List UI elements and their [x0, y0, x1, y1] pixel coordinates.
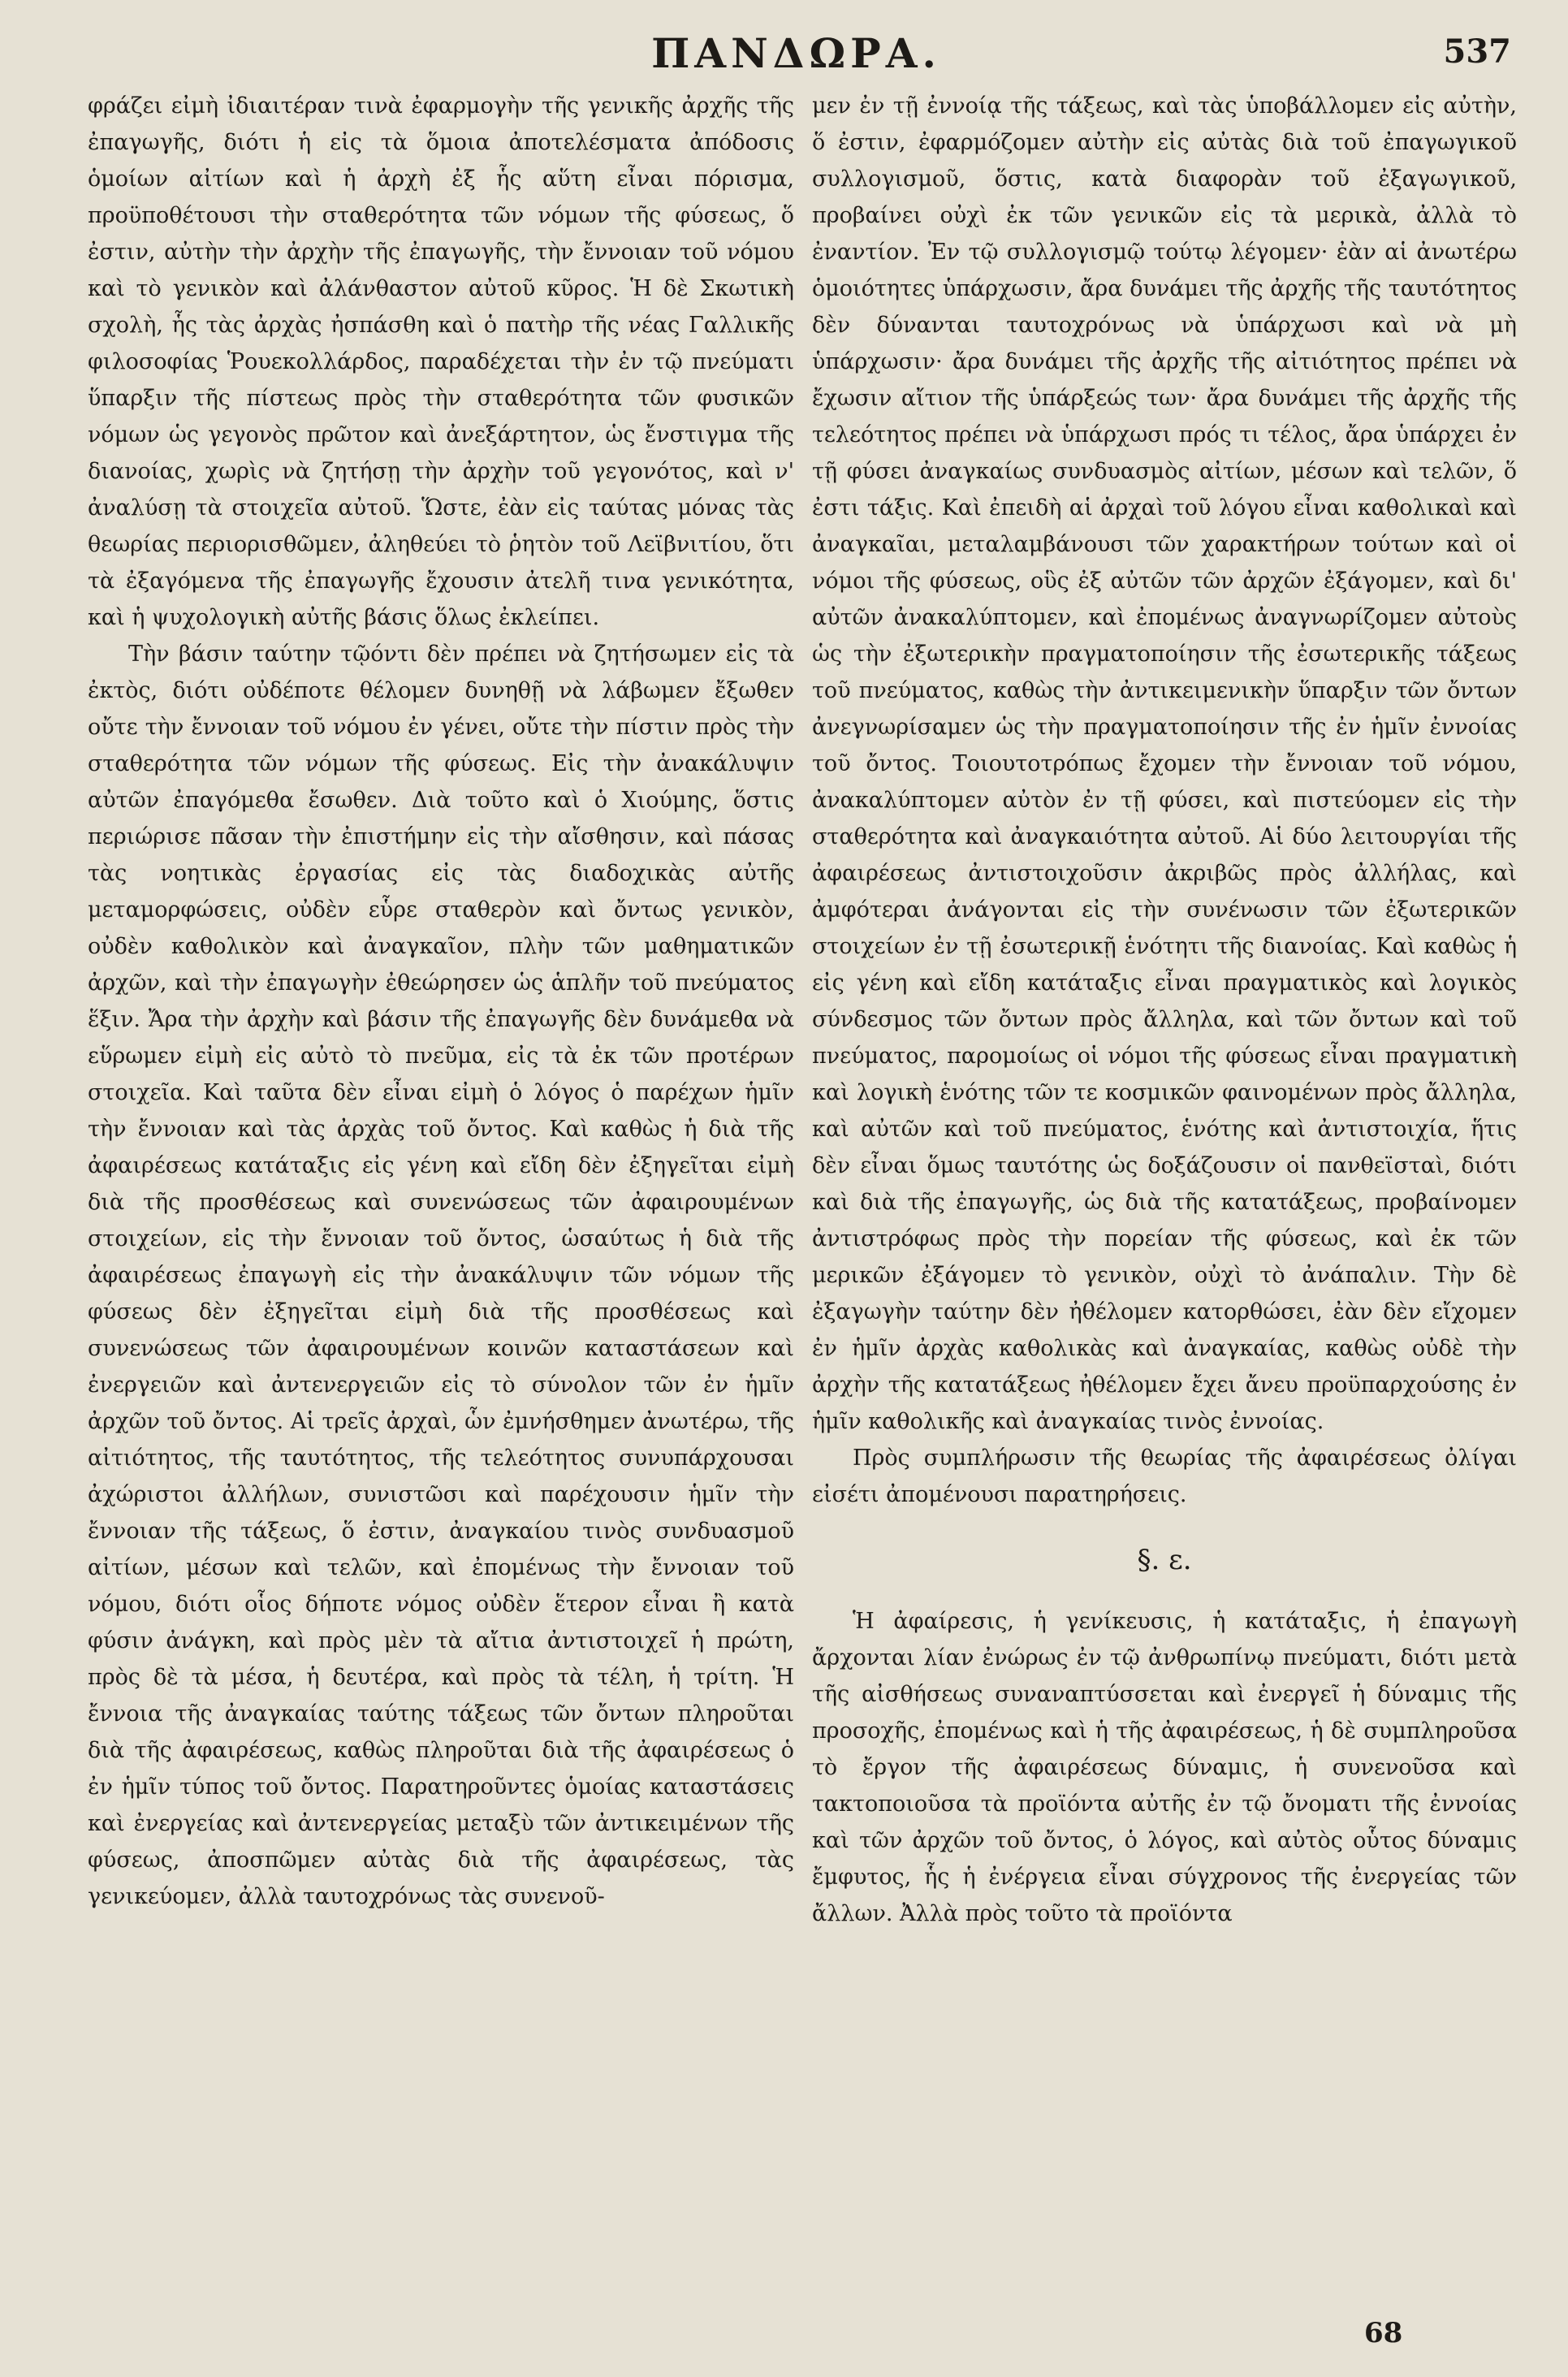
- paragraph: φράζει εἰμὴ ἰδιαιτέραν τινὰ ἐφαρμογὴν τῆς γενικῆς ἀρχῆς τῆς ἐπαγωγῆς, διότι ἡ εἰς τὰ ὅμοια ἀποτελέσματα ἀπόδοσις ὁμοίων αἰτίων καὶ ἡ ἀρχὴ ἐξ ἧς αὕτη εἶναι πόρισμα, προϋποθέτουσι τὴν σταθερότητα τῶν νόμων τῆς φύσεως, ὅ ἐστιν, αὐτὴν τὴν ἀρχὴν τῆς ἐπαγωγῆς, τὴν ἔννοιαν τοῦ νόμου καὶ τὸ γενικὸν καὶ ἀλάνθαστον αὐτοῦ κῦρος. Ἡ δὲ Σκωτικὴ σχολὴ, ἧς τὰς ἀρχὰς ἠσπάσθη καὶ ὁ πατὴρ τῆς νέας Γαλλικῆς φιλοσοφίας Ῥουεκολλάρδος, παραδέχεται τὴν ἐν τῷ πνεύματι ὕπαρξιν τῆς πίστεως πρὸς τὴν σταθερότητα τῶν φυσικῶν νόμων ὡς γεγονὸς πρῶτον καὶ ἀνεξάρτητον, ὡς ἔνστιγμα τῆς διανοίας, χωρὶς νὰ ζητήσῃ τὴν ἀρχὴν τοῦ γεγονότος, καὶ ν' ἀναλύσῃ τὰ στοιχεῖα αὐτοῦ. Ὥστε, ἐὰν εἰς ταύτας μόνας τὰς θεωρίας περιορισθῶμεν, ἀληθεύει τὸ ῥητὸν τοῦ Λεϊβνιτίου, ὅτι τὰ ἐξαγόμενα τῆς ἐπαγωγῆς ἔχουσιν ἀτελῆ τινα γενικότητα, καὶ ἡ ψυχολογικὴ αὐτῆς βάσις ὅλως ἐκλείπει.: [88, 93, 794, 630]
- signature-mark: 68: [1364, 2317, 1403, 2349]
- paragraph: μεν ἐν τῇ ἐννοίᾳ τῆς τάξεως, καὶ τὰς ὑποβάλλομεν εἰς αὐτὴν, ὅ ἐστιν, ἐφαρμόζομεν αὐτὴν εἰς αὐτὰς διὰ τοῦ ἐπαγωγικοῦ συλλογισμοῦ, ὅστις, κατὰ διαφορὰν τοῦ ἐξαγωγικοῦ, προβαίνει οὐχὶ ἐκ τῶν γενικῶν εἰς τὰ μερικὰ, ἀλλὰ τὸ ἐναντίον. Ἐν τῷ συλλογισμῷ τούτῳ λέγομεν· ἐὰν αἱ ἀνωτέρω ὁμοιότητες ὑπάρχωσιν, ἄρα δυνάμει τῆς ἀρχῆς τῆς ταυτότητος δὲν δύνανται ταυτοχρόνως νὰ ὑπάρχωσι καὶ νὰ μὴ ὑπάρχωσιν· ἄρα δυνάμει τῆς ἀρχῆς τῆς αἰτιότητος πρέπει νὰ ἔχωσιν αἴτιον τῆς ὑπάρξεώς των· ἄρα δυνάμει τῆς ἀρχῆς τῆς τελεότητος πρέπει νὰ ὑπάρχωσι πρός τι τέλος, ἄρα ὑπάρχει ἐν τῇ φύσει ἀναγκαίως συνδυασμὸς αἰτίων, μέσων καὶ τελῶν, ὅ ἐστι τάξις. Καὶ ἐπειδὴ αἱ ἀρχαὶ τοῦ λόγου εἶναι καθολικαὶ καὶ ἀναγκαῖαι, μεταλαμβάνουσι τῶν χαρακτήρων τούτων καὶ οἱ νόμοι τῆς φύσεως, οὓς ἐξ αὐτῶν τῶν ἀρχῶν ἐξάγομεν, καὶ δι' αὐτῶν ἀνακαλύπτομεν, καὶ ἐπομένως ἀναγνωρίζομεν αὐτοὺς ὡς τὴν ἐξωτερικὴν πραγματοποίησιν τῆς ἐσωτερικῆς τάξεως τοῦ πνεύματος, καθὼς τὴν ἀντικειμενικὴν ὕπαρξιν τῶν ὄντων ἀνεγνωρίσαμεν ὡς τὴν πραγματοποίησιν τῆς ἐν ἡμῖν ἐννοίας τοῦ ὄντος. Τοιουτοτρόπως ἔχομεν τὴν ἔννοιαν τοῦ νόμου, ἀνακαλύπτομεν αὐτὸν ἐν τῇ φύσει, καὶ πιστεύομεν εἰς τὴν σταθερότητα καὶ ἀναγκαιότητα αὐτοῦ. Αἱ δύο λειτουργίαι τῆς ἀφαιρέσεως ἀντιστοιχοῦσιν ἀκριβῶς πρὸς ἀλλήλας, καὶ ἀμφότεραι ἀνάγονται εἰς τὴν συνένωσιν τῶν ἐξωτερικῶν στοιχείων ἐν τῇ ἐσωτερικῇ ἑνότητι τῆς διανοίας. Καὶ καθὼς ἡ εἰς γένη καὶ εἴδη κατάταξις εἶναι πραγματικὸς καὶ λογικὸς σύνδεσμος τῶν ὄντων πρὸς ἄλληλα, καὶ τῶν ὄντων καὶ τοῦ πνεύματος, παρομοίως οἱ νόμοι τῆς φύσεως εἶναι πραγματικὴ καὶ λογικὴ ἑνότης τῶν τε κοσμικῶν φαινομένων πρὸς ἄλληλα, καὶ αὐτῶν καὶ τοῦ πνεύματος, ἑνότης καὶ ἀντιστοιχία, ἥτις δὲν εἶναι ὅμως ταυτότης ὡς δοξάζουσιν οἱ πανθεϊσταὶ, διότι καὶ διὰ τῆς ἐπαγωγῆς, ὡς διὰ τῆς κατατάξεως, προβαίνομεν ἀντιστρόφως πρὸς τὴν πορείαν τῆς φύσεως, καὶ ἐκ τῶν μερικῶν ἐξάγομεν τὸ γενικὸν, οὐχὶ τὸ ἀνάπαλιν. Τὴν δὲ ἐξαγωγὴν ταύτην δὲν ἠθέλομεν κατορθώσει, ἐὰν δὲν εἴχομεν ἐν ἡμῖν ἀρχὰς καθολικὰς καὶ ἀναγκαίας, καθὼς οὐδὲ τὴν ἀρχὴν τῆς κατατάξεως ἠθέλομεν ἔχει ἄνευ προϋπαρχούσης ἐν ἡμῖν καθολικῆς καὶ ἀναγκαίας τινὸς ἐννοίας.: [812, 93, 1517, 1434]
- right-column: [812, 88, 1517, 2248]
- left-column: [88, 88, 794, 2248]
- paragraph: Ἡ ἀφαίρεσις, ἡ γενίκευσις, ἡ κατάταξις, ἡ ἐπαγωγὴ ἄρχονται λίαν ἐνώρως ἐν τῷ ἀνθρωπίνῳ πνεύματι, διότι μετὰ τῆς αἰσθήσεως συναναπτύσσεται καὶ ἐνεργεῖ ἡ δύναμις τῆς προσοχῆς, ἐπομένως καὶ ἡ τῆς ἀφαιρέσεως, ἡ δὲ συμπληροῦσα τὸ ἔργον τῆς ἀφαιρέσεως δύναμις, ἡ συνενοῦσα καὶ τακτοποιοῦσα τὰ προϊόντα αὐτῆς ἐν τῷ ὄνοματι τῆς ἐννοίας καὶ τῶν ἀρχῶν τοῦ ὄντος, ὁ λόγος, καὶ αὐτὸς οὗτος δύναμις ἔμφυτος, ἧς ἡ ἐνέργεια εἶναι σύγχρονος τῆς ἐνεργείας τῶν ἄλλων. Ἀλλὰ πρὸς τοῦτο τὰ προϊόντα: [812, 1609, 1517, 1926]
- section-heading: §. ε.: [1137, 1544, 1192, 1576]
- journal-title: ΠΑΝΔΩΡΑ.: [651, 29, 941, 77]
- page-header: [81, 23, 1511, 80]
- page-number: 537: [1443, 32, 1511, 71]
- paragraph: Τὴν βάσιν ταύτην τῷόντι δὲν πρέπει νὰ ζητήσωμεν εἰς τὰ ἐκτὸς, διότι οὐδέποτε θέλομεν δυνηθῇ νὰ λάβωμεν ἔξωθεν οὔτε τὴν ἔννοιαν τοῦ νόμου ἐν γένει, οὔτε τὴν πίστιν πρὸς τὴν σταθερότητα τῶν νόμων τῆς φύσεως. Εἰς τὴν ἀνακάλυψιν αὐτῶν ἐπαγόμεθα ἔσωθεν. Διὰ τοῦτο καὶ ὁ Χιούμης, ὅστις περιώρισε πᾶσαν τὴν ἐπιστήμην εἰς τὴν αἴσθησιν, καὶ πάσας τὰς νοητικὰς ἐργασίας εἰς τὰς διαδοχικὰς αὐτῆς μεταμορφώσεις, οὐδὲν εὗρε σταθερὸν καὶ ὄντως γενικὸν, οὐδὲν καθολικὸν καὶ ἀναγκαῖον, πλὴν τῶν μαθηματικῶν ἀρχῶν, καὶ τὴν ἐπαγωγὴν ἐθεώρησεν ὡς ἁπλῆν τοῦ πνεύματος ἕξιν. Ἄρα τὴν ἀρχὴν καὶ βάσιν τῆς ἐπαγωγῆς δὲν δυνάμεθα νὰ εὕρωμεν εἰμὴ εἰς αὐτὸ τὸ πνεῦμα, εἰς τὰ ἐκ τῶν προτέρων στοιχεῖα. Καὶ ταῦτα δὲν εἶναι εἰμὴ ὁ λόγος ὁ παρέχων ἡμῖν τὴν ἔννοιαν καὶ τὰς ἀρχὰς τοῦ ὄντος. Καὶ καθὼς ἡ διὰ τῆς ἀφαιρέσεως κατάταξις εἰς γένη καὶ εἴδη δὲν ἐξηγεῖται εἰμὴ διὰ τῆς προσθέσεως καὶ συνενώσεως τῶν ἀφαιρουμένων στοιχείων, εἰς τὴν ἔννοιαν τοῦ ὄντος, ὡσαύτως ἡ διὰ τῆς ἀφαιρέσεως ἐπαγωγὴ εἰς τὴν ἀνακάλυψιν τῶν νόμων τῆς φύσεως δὲν ἐξηγεῖται εἰμὴ διὰ τῆς προσθέσεως καὶ συνενώσεως τῶν ἀφαιρουμένων κοινῶν καταστάσεων καὶ ἐνεργειῶν καὶ ἀντενεργειῶν εἰς τὸ σύνολον τῶν ἐν ἡμῖν ἀρχῶν τοῦ ὄντος. Αἱ τρεῖς ἀρχαὶ, ὧν ἐμνήσθημεν ἀνωτέρω, τῆς αἰτιότητος, τῆς ταυτότητος, τῆς τελεότητος συνυπάρχουσαι ἀχώριστοι ἀλλήλων, συνιστῶσι καὶ παρέχουσιν ἡμῖν τὴν ἔννοιαν τῆς τάξεως, ὅ ἐστιν, ἀναγκαίου τινὸς συνδυασμοῦ αἰτίων, μέσων καὶ τελῶν, καὶ ἐπομένως τὴν ἔννοιαν τοῦ νόμου, διότι οἷος δήποτε νόμος οὐδὲν ἕτερον εἶναι ἢ κατὰ φύσιν ἀνάγκη, καὶ πρὸς μὲν τὰ αἴτια ἀντιστοιχεῖ ἡ πρώτη, πρὸς δὲ τὰ μέσα, ἡ δευτέρα, καὶ πρὸς τὰ τέλη, ἡ τρίτη. Ἡ ἔννοια τῆς ἀναγκαίας ταύτης τάξεως τῶν ὄντων πληροῦται διὰ τῆς ἀφαιρέσεως, καθὼς πληροῦται διὰ τῆς ἀφαιρέσεως ὁ ἐν ἡμῖν τύπος τοῦ ὄντος. Παρατηροῦντες ὁμοίας καταστάσεις καὶ ἐνεργείας καὶ ἀντενεργείας μεταξὺ τῶν ἀντικειμένων τῆς φύσεως, ἀποσπῶμεν αὐτὰς διὰ τῆς ἀφαιρέσεως, τὰς γενικεύομεν, ἀλλὰ ταυτοχρόνως τὰς συνενοῦ-: [88, 642, 794, 1909]
- paragraph: Πρὸς συμπλήρωσιν τῆς θεωρίας τῆς ἀφαιρέσεως ὀλίγαι εἰσέτι ἀπομένουσι παρατηρήσεις.: [812, 1446, 1517, 1507]
